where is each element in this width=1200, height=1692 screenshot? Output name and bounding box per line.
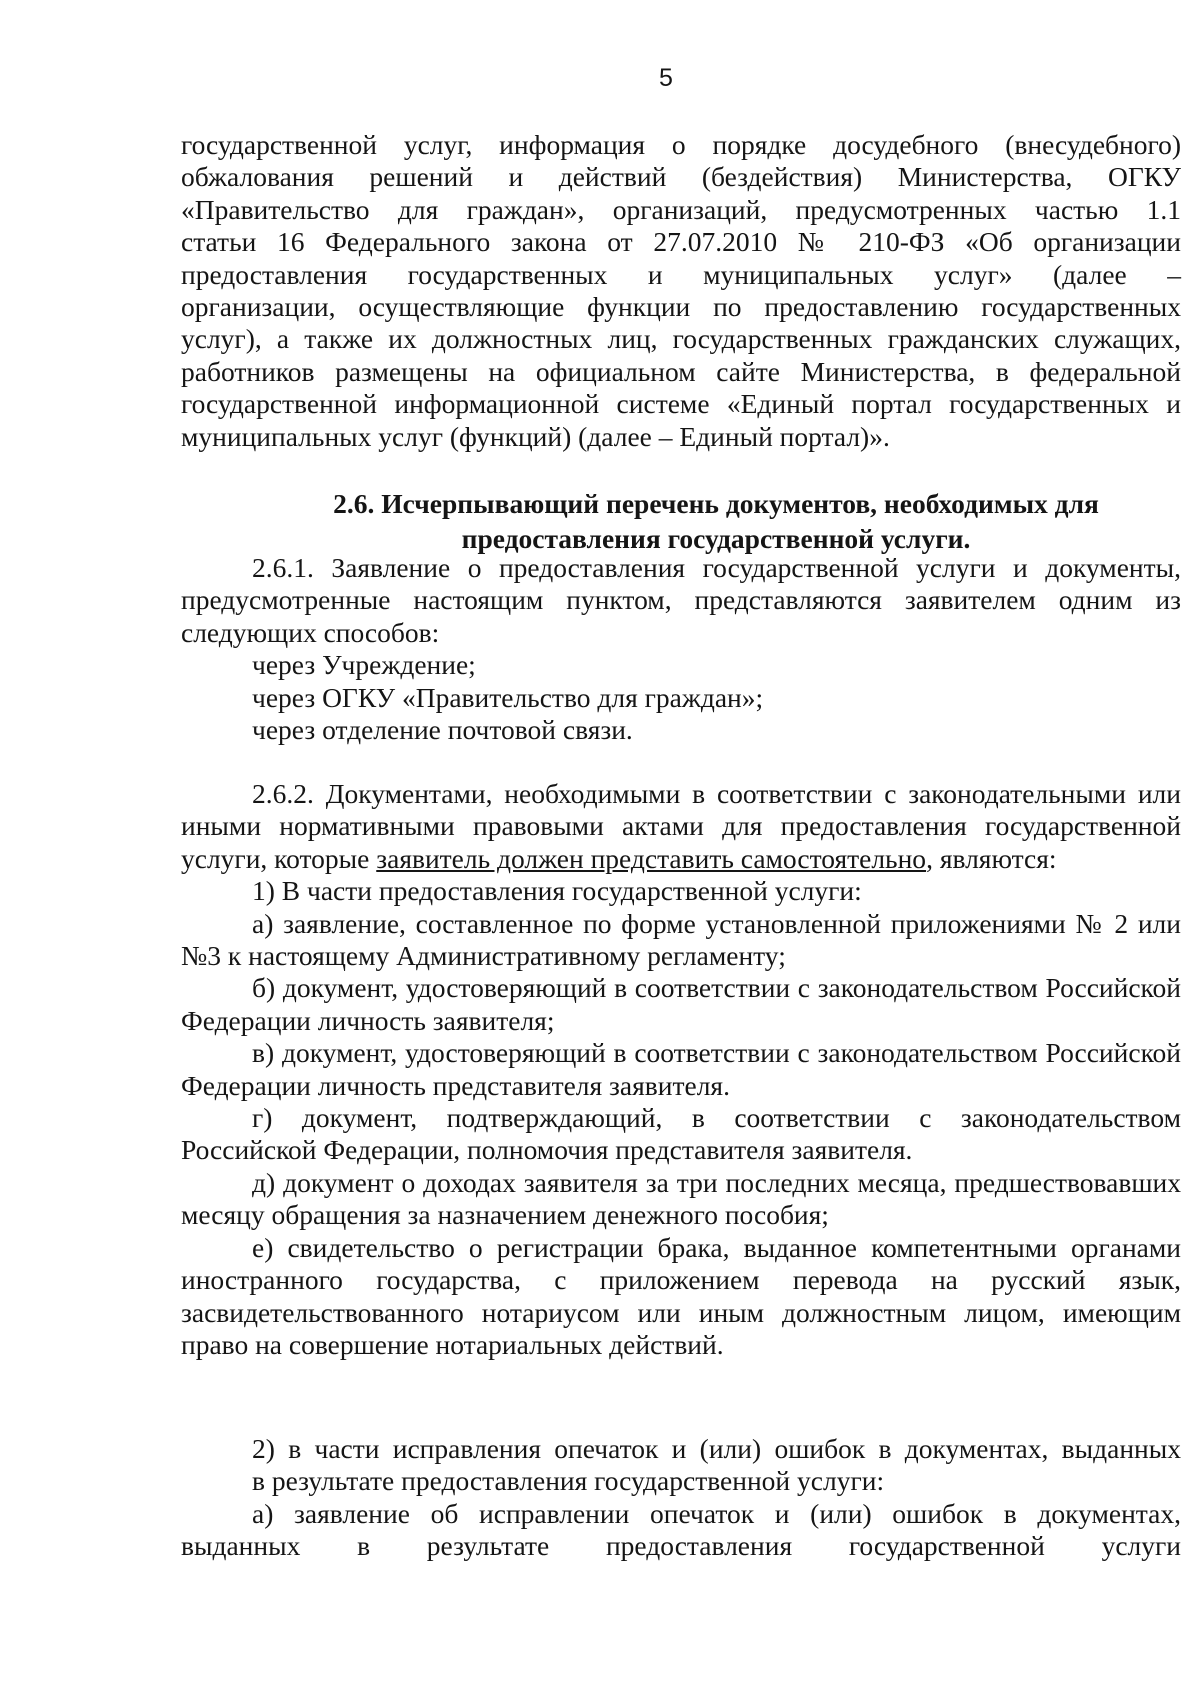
part2-title-line1: 2) в части исправления опечаток и (или) ошибок в документах, выданных (252, 1433, 1181, 1464)
document-item: е) свидетельство о регистрации брака, выданное компетентными органами иностранного государства, с приложением перевода на русский язык, засвидетельствованного нотариусом или иным должностным лицом, имеющим право на совершение нотариальных действий. (181, 1231, 1181, 1360)
method-item: через отделение почтовой связи. (252, 714, 633, 746)
intro-line: государственной информационной системе «Единый портал государственных и (181, 388, 1181, 420)
intro-line: государственной услуг, информация о порядке досудебного (внесудебного) (181, 129, 1181, 160)
paragraph-2-6-1: 2.6.1. Заявление о предоставления государственной услуги и документы, предусмотренные настоящим пунктом, представляются заявителем одним из следующих способов: (181, 552, 1181, 648)
part2-title-line2: в результате предоставления государственной услуги: (252, 1465, 885, 1497)
part1-title: 1) В части предоставления государственной услуги: (252, 875, 862, 907)
part2-item-a: а) заявление об исправлении опечаток и (или) ошибок в документах, выданных в результате предоставления государственной услуги (181, 1497, 1181, 1562)
intro-line: организации, осуществляющие функции по предоставлению государственных (181, 291, 1181, 323)
page-number: 5 (659, 64, 673, 92)
intro-line: обжалования решений и действий (бездействия) Министерства, ОГКУ (181, 161, 1181, 193)
document-item: б) документ, удостоверяющий в соответствии с законодательством Российской Федерации личность заявителя; (181, 972, 1181, 1036)
section-2-6-1 (181, 552, 1181, 746)
section-heading-line1: 2.6. Исчерпывающий перечень документов, необходимых для (333, 488, 1099, 519)
intro-line: «Правительство для граждан», организаций, предусмотренных частью 1.1 (181, 193, 1181, 225)
intro-line: статьи 16 Федерального закона от 27.07.2010 № 210-ФЗ «Об организации (181, 226, 1181, 258)
section-heading (181, 486, 1181, 556)
document-item: д) документ о доходах заявителя за три последних месяца, предшествовавших месяцу обращения за назначением денежного пособия; (181, 1166, 1181, 1231)
method-item: через Учреждение; (252, 649, 476, 681)
intro-line: услуг), а также их должностных лиц, государственных гражданских служащих, (181, 323, 1181, 355)
intro-line: работников размещены на официальном сайте Министерства, в федеральной (181, 355, 1181, 387)
document-item: г) документ, подтверждающий, в соответствии с законодательством Российской Федерации, полномочия представителя заявителя. (181, 1102, 1181, 1166)
paragraph-2-6-2 (181, 778, 1181, 875)
part2 (181, 1433, 1181, 1563)
document-item: в) документ, удостоверяющий в соответствии с законодательством Российской Федерации личность представителя заявителя. (181, 1037, 1181, 1101)
intro-line: муниципальных услуг (функций) (далее – Единый портал)». (181, 420, 890, 452)
intro-line: предоставления государственных и муниципальных услуг» (далее – (181, 258, 1181, 290)
underlined-phrase: заявитель должен представить самостоятельно (376, 842, 927, 874)
method-item: через ОГКУ «Правительство для граждан»; (252, 681, 764, 713)
paragraph-2-6-2-end: , являются: (926, 842, 1057, 874)
intro-paragraph (181, 129, 1181, 453)
section-heading-line2: предоставления государственной услуги. (461, 523, 971, 554)
document-item: а) заявление, составленное по форме установленной приложениями № 2 или №3 к настоящему Административному регламенту; (181, 907, 1181, 972)
paragraph-2-6-2-start: 2.6.2. Документами, необходимыми в соответствии с законодательными или иными нормативными правовыми актами для предоставления государственной услуги, которые (181, 778, 1181, 874)
section-2-6-2 (181, 778, 1181, 1361)
